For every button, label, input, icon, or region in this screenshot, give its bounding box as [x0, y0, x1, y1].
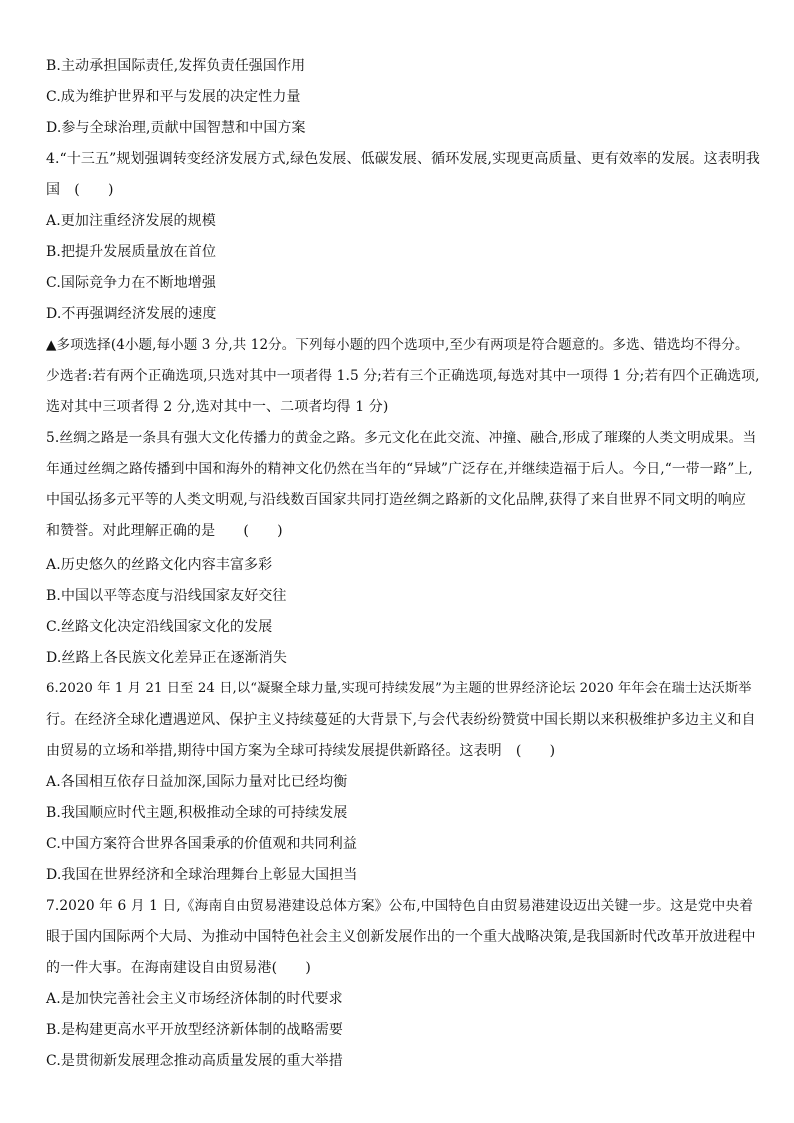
q6-stem-line-1: 6.2020 年 1 月 21 日至 24 日,以“凝聚全球力量,实现可持续发展”为主题的世界经济论坛 2020 年年会在瑞士达沃斯举: [46, 681, 752, 696]
q4-stem-line-1: 4.“十三五”规划强调转变经济发展方式,绿色发展、低碳发展、循环发展,实现更高质量、更有效率的发展。这表明我: [46, 151, 760, 167]
q3-option-d: D.参与全球治理,贡献中国智慧和中国方案: [46, 120, 306, 136]
q4-option-c: C.国际竞争力在不断地增强: [46, 275, 216, 291]
q6-option-a: A.各国相互依存日益加深,国际力量对比已经均衡: [46, 774, 348, 790]
q5-option-c: C.丝路文化决定沿线国家文化的发展: [46, 619, 273, 635]
q4-stem-line-2: 国 ( ): [46, 182, 114, 198]
q3-option-b: B.主动承担国际责任,发挥负责任强国作用: [46, 58, 306, 74]
q7-stem-line-2: 眼于国内国际两个大局、为推动中国特色社会主义创新发展作出的一个重大战略决策,是我国新时代改革开放进程中: [46, 929, 756, 945]
q5-stem-line-1: 5.丝绸之路是一条具有强大文化传播力的黄金之路。多元文化在此交流、冲撞、融合,形成了璀璨的人类文明成果。当: [46, 430, 757, 446]
q5-option-d: D.丝路上各民族文化差异正在逐渐消失: [46, 650, 287, 666]
q4-option-a: A.更加注重经济发展的规模: [46, 213, 216, 229]
section-instructions-line-1: ▲多项选择(4小题,每小题 3 分,共 12分。下列每小题的四个选项中,至少有两项是符合题意的。多选、错选均不得分。: [46, 337, 749, 353]
section-instructions-line-3: 选对其中三项者得 2 分,选对其中一、二项者均得 1 分): [46, 399, 389, 415]
q7-option-a: A.是加快完善社会主义市场经济体制的时代要求: [46, 991, 343, 1007]
q5-stem-line-4: 和赞誉。对此理解正确的是 ( ): [46, 523, 283, 539]
q3-option-c: C.成为维护世界和平与发展的决定性力量: [46, 89, 301, 105]
q6-option-c: C.中国方案符合世界各国秉承的价值观和共同利益: [46, 836, 357, 852]
q5-option-a: A.历史悠久的丝路文化内容丰富多彩: [46, 557, 273, 573]
q6-stem-line-3: 由贸易的立场和举措,期待中国方案为全球可持续发展提供新路径。这表明 ( ): [46, 743, 556, 759]
q6-option-d: D.我国在世界经济和全球治理舞台上彰显大国担当: [46, 867, 358, 883]
q6-stem-line-2: 行。在经济全球化遭遇逆风、保护主义持续蔓延的大背景下,与会代表纷纷赞赏中国长期以来积极维护多边主义和自: [46, 712, 756, 728]
q5-stem-line-3: 中国弘扬多元平等的人类文明观,与沿线数百国家共同打造丝绸之路新的文化品牌,获得了来自世界不同文明的响应: [46, 492, 746, 508]
q4-option-b: B.把提升发展质量放在首位: [46, 244, 217, 260]
section-instructions-line-2: 少选者:若有两个正确选项,只选对其中一项者得 1.5 分;若有三个正确选项,每选对其中一项得 1 分;若有四个正确选项,: [46, 368, 760, 384]
q7-option-b: B.是构建更高水平开放型经济新体制的战略需要: [46, 1022, 343, 1038]
q5-stem-line-2: 年通过丝绸之路传播到中国和海外的精神文化仍然在当年的“异域”广泛存在,并继续造福于后人。今日,“一带一路”上,: [46, 461, 753, 477]
q7-stem-line-1: 7.2020 年 6 月 1 日,《海南自由贸易港建设总体方案》公布,中国特色自由贸易港建设迈出关键一步。这是党中央着: [46, 898, 754, 914]
q7-option-c: C.是贯彻新发展理念推动高质量发展的重大举措: [46, 1053, 343, 1069]
q4-option-d: D.不再强调经济发展的速度: [46, 306, 217, 322]
q7-stem-line-3: 的一件大事。在海南建设自由贸易港( ): [46, 960, 311, 976]
q5-option-b: B.中国以平等态度与沿线国家友好交往: [46, 588, 287, 604]
q6-option-b: B.我国顺应时代主题,积极推动全球的可持续发展: [46, 805, 348, 821]
